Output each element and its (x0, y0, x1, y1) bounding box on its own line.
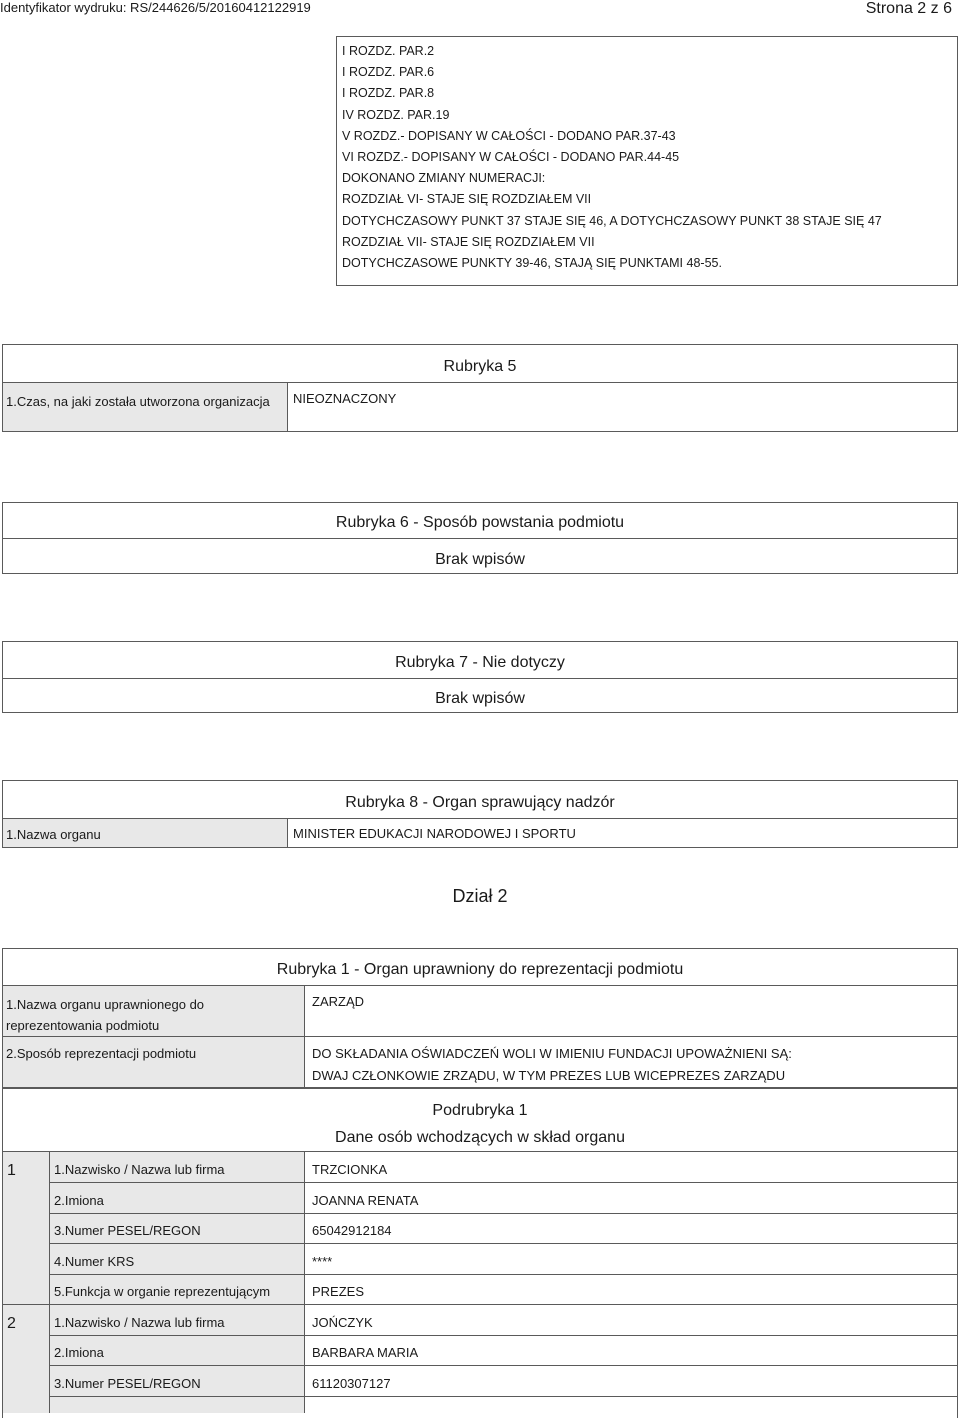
rubryka1-label-2: 2.Sposób reprezentacji podmiotu (3, 1036, 305, 1087)
person-field-label: 1.Nazwisko / Nazwa lub firma (54, 1315, 225, 1330)
person-number: 1 (7, 1162, 16, 1179)
person-field-value: TRZCIONKA (312, 1162, 388, 1177)
person-field-label: 4.Numer KRS (54, 1254, 135, 1269)
changes-line: DOTYCHCZASOWE PUNKTY 39-46, STAJĄ SIĘ PUNKTAMI 48-55. (342, 256, 722, 271)
person-field-value: 65042912184 (312, 1223, 392, 1238)
rubryka5-value: NIEOZNACZONY (293, 391, 397, 406)
rubryka6-empty: Brak wpisów (435, 551, 525, 568)
changes-line: I ROZDZ. PAR.6 (342, 65, 435, 80)
person-field-label: 2.Imiona (54, 1193, 104, 1208)
person-field-label: 5.Funkcja w organie reprezentującym (54, 1284, 271, 1299)
rubryka6-title: Rubryka 6 - Sposób powstania podmiotu (335, 514, 625, 531)
rubryka8-title: Rubryka 8 - Organ sprawujący nadzór (345, 794, 615, 811)
changes-box (336, 36, 958, 286)
person-field-value: PREZES (312, 1284, 365, 1299)
person-index-column (3, 1152, 49, 1413)
changes-line: DOTYCHCZASOWY PUNKT 37 STAJE SIĘ 46, A DOTYCHCZASOWY PUNKT 38 STAJE SIĘ 47 (342, 213, 882, 228)
changes-line: IV ROZDZ. PAR.19 (342, 107, 450, 122)
person-field-label: 3.Numer PESEL/REGON (54, 1223, 201, 1238)
changes-line: ROZDZIAŁ VI- STAJE SIĘ ROZDZIAŁEM VII (342, 192, 592, 207)
rubryka7-title: Rubryka 7 - Nie dotyczy (395, 654, 565, 671)
rubryka1-value-2-line2: DWAJ CZŁONKOWIE ZRZĄDU, W TYM PREZES LUB WICEPREZES ZARZĄDU (312, 1068, 786, 1083)
person-field-label: 1.Nazwisko / Nazwa lub firma (54, 1162, 225, 1177)
rubryka5-label: 1.Czas, na jaki została utworzona organizacja (3, 382, 288, 431)
person-field-label: 2.Imiona (54, 1345, 104, 1360)
person-number: 2 (7, 1315, 16, 1332)
rubryka7-empty: Brak wpisów (435, 690, 525, 707)
person-field-value: BARBARA MARIA (312, 1345, 419, 1360)
rubryka8-label: 1.Nazwa organu (3, 818, 288, 847)
changes-line: I ROZDZ. PAR.8 (342, 86, 435, 101)
changes-line: ROZDZIAŁ VII- STAJE SIĘ ROZDZIAŁEM VII (342, 234, 595, 249)
person-field-value: **** (312, 1254, 333, 1269)
podrubryka1-title: Podrubryka 1 (432, 1102, 528, 1119)
print-identifier: Identyfikator wydruku: RS/244626/5/20160412122919 (0, 0, 311, 15)
person-label-column (50, 1152, 305, 1413)
person-field-value: 61120307127 (312, 1376, 391, 1391)
rubryka1-value-1: ZARZĄD (312, 994, 364, 1009)
rubryka1-title: Rubryka 1 - Organ uprawniony do reprezentacji podmiotu (276, 961, 684, 978)
changes-line: V ROZDZ.- DOPISANY W CAŁOŚCI - DODANO PAR.37-43 (342, 128, 676, 143)
rubryka8-value: MINISTER EDUKACJI NARODOWEJ I SPORTU (293, 826, 576, 841)
changes-line: I ROZDZ. PAR.2 (342, 44, 435, 58)
rubryka5-title: Rubryka 5 (443, 358, 517, 375)
rubryka1-value-2-line1: DO SKŁADANIA OŚWIADCZEŃ WOLI W IMIENIU FUNDACJI UPOWAŻNIENI SĄ: (312, 1046, 792, 1061)
rubryka1-label-1: 1.Nazwa organu uprawnionego do reprezentowania podmiotu (3, 985, 305, 1036)
changes-line: VI ROZDZ.- DOPISANY W CAŁOŚCI - DODANO PAR.44-45 (342, 150, 680, 165)
page-number: Strona 2 z 6 (865, 0, 952, 17)
person-field-label: 3.Numer PESEL/REGON (54, 1376, 201, 1391)
changes-line: DOKONANO ZMIANY NUMERACJI: (342, 171, 546, 186)
podrubryka1-subtitle: Dane osób wchodzących w skład organu (335, 1129, 625, 1146)
person-field-value: JOŃCZYK (312, 1315, 373, 1330)
person-field-value: JOANNA RENATA (312, 1193, 419, 1208)
dzial2-title: Dział 2 (452, 886, 508, 906)
